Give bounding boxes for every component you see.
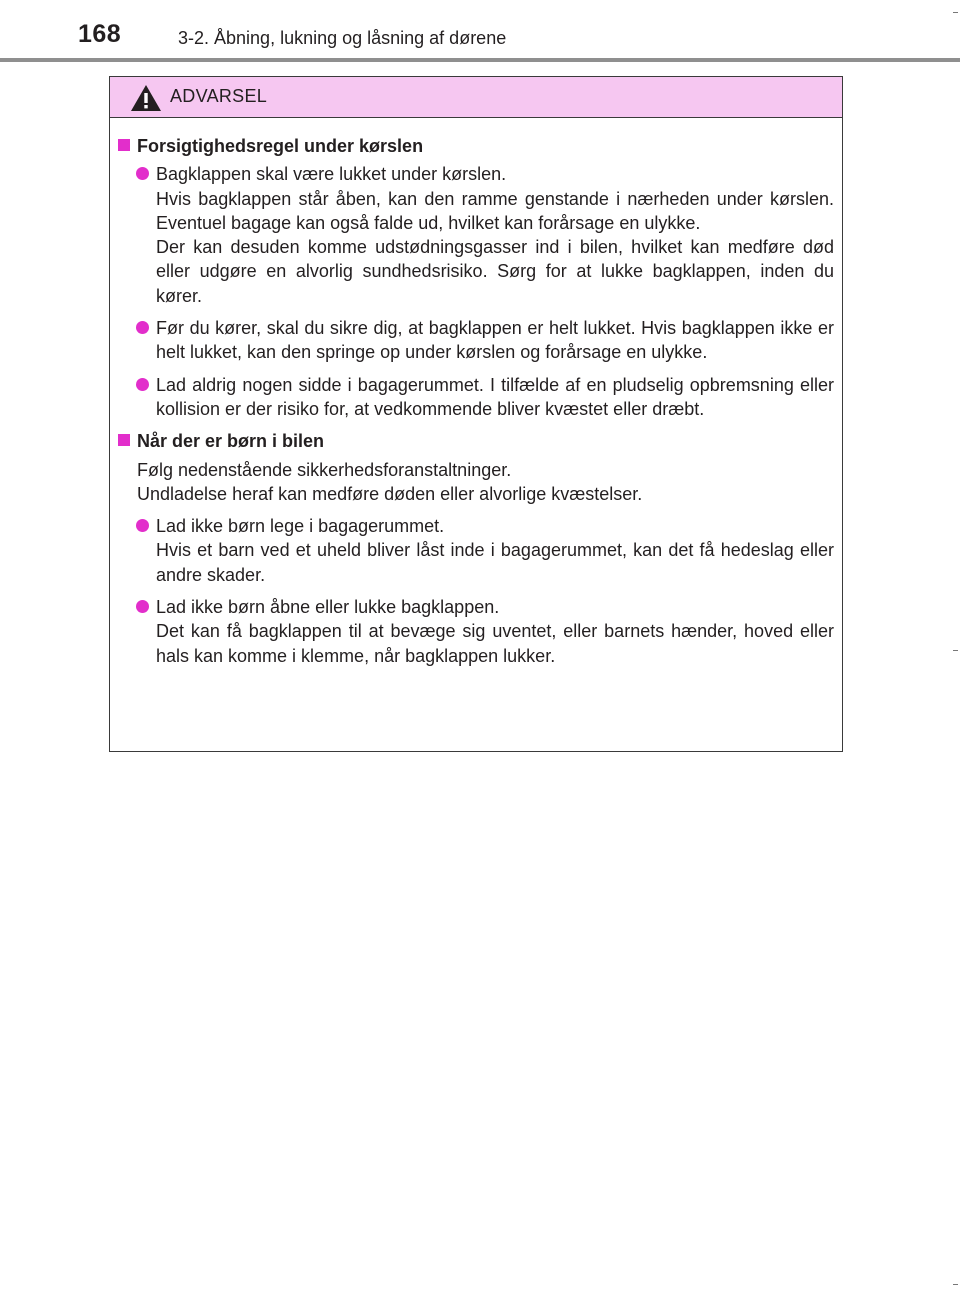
item-line: Lad aldrig nogen sidde i bagagerummet. I tilfælde af en pludselig opbremsning eller kollision er der risiko for, at vedkommende bliver kvæstet eller dræbt. [156,374,834,419]
page-number: 168 [78,20,122,48]
list-item [118,595,834,668]
item-line: Før du kører, skal du sikre dig, at bagklappen er helt lukket. Hvis bagklappen ikke er helt lukket, kan den springe op under kørslen og forårsage en ulykke. [156,318,834,363]
list-item [118,514,834,587]
round-bullet-icon [136,321,149,334]
warning-triangle-icon [130,84,162,112]
section-heading-text: Når der er børn i bilen [137,431,325,452]
warning-label: ADVARSEL [170,86,268,106]
crop-mark [953,1284,958,1285]
section-heading [118,134,834,158]
section-intro [118,458,834,507]
item-line: Hvis bagklappen står åben, kan den ramme genstande i nærheden under kørslen. Eventuel bagage kan også falde ud, hvilket kan forårsage en ulykke. [156,188,834,233]
section-children [118,429,834,668]
crop-mark [953,12,958,13]
round-bullet-icon [136,167,149,180]
list-item [118,162,834,308]
item-line: Hvis et barn ved et uheld bliver låst inde i bagagerummet, kan det få hedeslag eller andre skader. [156,540,834,585]
list-item [118,316,834,365]
section-driving [118,134,834,421]
warning-box [109,76,843,752]
section-heading-text: Forsigtighedsregel under kørslen [137,136,424,156]
round-bullet-icon [136,378,149,391]
item-line: Der kan desuden komme udstødningsgasser ind i bilen, hvilket kan medføre død eller udgøre en alvorlig sundhedsrisiko. Sørg for at lukke bagklappen, inden du kører. [156,237,834,306]
item-line: Det kan få bagklappen til at bevæge sig uventet, eller barnets hænder, hoved eller hals kan komme i klemme, når bagklappen lukker. [156,621,834,666]
page-header [0,0,960,64]
list-item [118,373,834,422]
intro-line: Følg nedenstående sikkerhedsforanstaltninger. [137,459,512,480]
crop-mark [953,650,958,651]
warning-body [110,118,842,668]
round-bullet-icon [136,600,149,613]
item-line: Lad ikke børn åbne eller lukke bagklappen. [156,597,500,618]
intro-line: Undladelse heraf kan medføre døden eller alvorlige kvæstelser. [137,483,643,504]
section-heading [118,429,834,453]
header-rule [0,58,960,62]
item-line: Lad ikke børn lege i bagagerummet. [156,516,445,537]
warning-header [110,77,842,118]
section-title: 3-2. Åbning, lukning og låsning af dørene [178,28,507,48]
round-bullet-icon [136,519,149,532]
square-bullet-icon [118,434,130,446]
square-bullet-icon [118,139,130,151]
item-line: Bagklappen skal være lukket under kørslen. [156,164,507,185]
